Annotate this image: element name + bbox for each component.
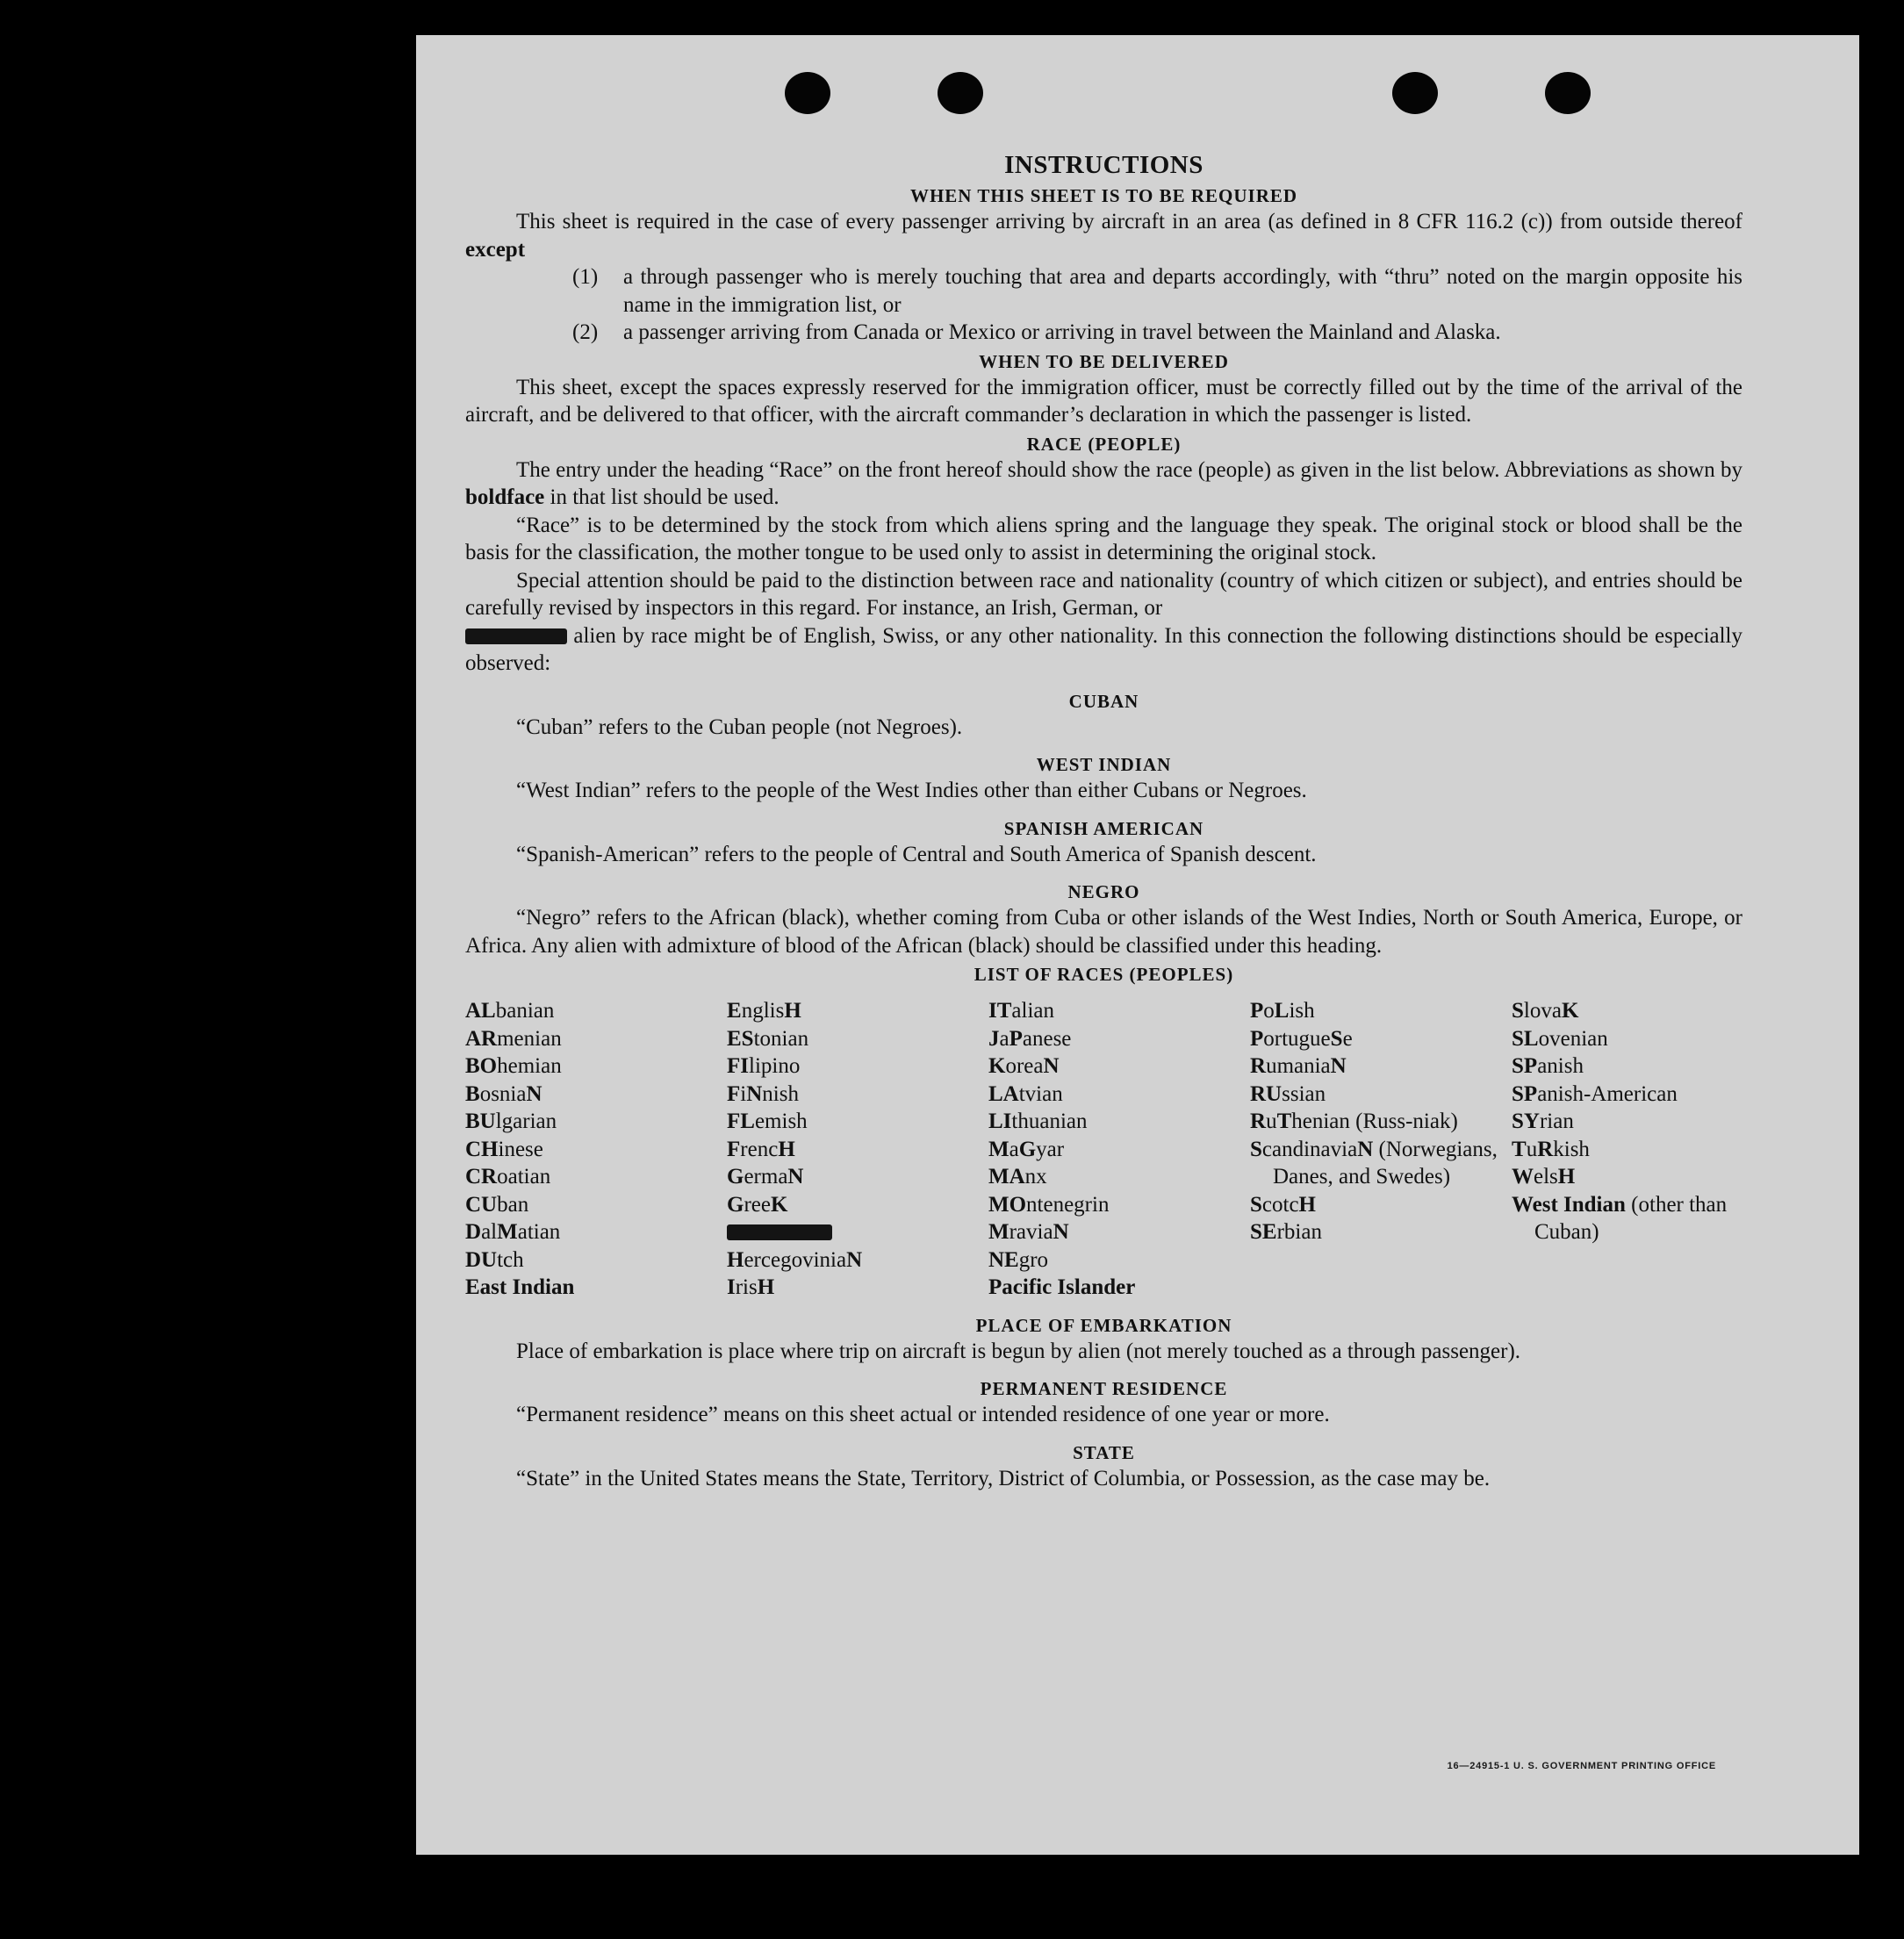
race-abbreviation: M — [988, 1137, 1009, 1161]
race-name-text: atian — [517, 1220, 561, 1244]
race-abbreviation: MA — [988, 1165, 1025, 1189]
race-abbreviation: H — [778, 1137, 795, 1161]
race-name-text: orea — [1005, 1054, 1044, 1078]
page-title: INSTRUCTIONS — [1004, 151, 1203, 179]
section-heading-race: RACE (PEOPLE) — [1026, 433, 1182, 455]
race-abbreviation: SP — [1512, 1054, 1538, 1078]
race-name-text: thuanian — [1011, 1110, 1088, 1133]
race-abbreviation: L — [1274, 999, 1290, 1023]
race-abbreviation: N — [746, 1081, 763, 1106]
race-list-item — [988, 1025, 1250, 1053]
race-list-item — [1512, 1081, 1742, 1109]
race-abbreviation: K — [988, 1054, 1006, 1078]
document-sheet — [416, 35, 1859, 1855]
paragraph-delivered: This sheet, except the spaces expressly reserved for the immigration officer, must be correctly filled out by the time of the arrival of the aircraft, and be delivered to that officer, with the aircraft commander’s declaration in which the passenger is listed. — [465, 375, 1742, 427]
race-list-item — [988, 1274, 1250, 1302]
race-abbreviation: W — [1512, 1165, 1534, 1189]
race-abbreviation: N — [846, 1247, 863, 1272]
race-list-item — [988, 1191, 1250, 1219]
race-abbreviation: T — [1512, 1137, 1527, 1161]
race-abbreviation: S — [1330, 1026, 1343, 1051]
race-abbreviation: H — [1557, 1165, 1576, 1189]
race-abbreviation: BU — [465, 1110, 496, 1133]
item-text: a through passenger who is merely touching that area and departs accordingly, with “thru” noted on the margin opposite his name in the immigration list, or — [623, 265, 1742, 317]
race-name-text: gro — [1018, 1247, 1049, 1272]
race-abbreviation: M — [988, 1220, 1009, 1244]
race-column — [727, 997, 988, 1302]
race-abbreviation: N — [1357, 1137, 1374, 1161]
race-list-item — [465, 1081, 727, 1109]
race-name-text: henian (Russ-niak) — [1291, 1110, 1458, 1133]
section-heading-state: STATE — [1073, 1441, 1135, 1463]
race-list-item — [1512, 1025, 1742, 1053]
race-name-text: oatian — [497, 1165, 551, 1189]
race-list — [465, 997, 1742, 1302]
race-name-text: hemian — [497, 1054, 562, 1078]
race-abbreviation: P — [1250, 1026, 1264, 1051]
race-name-text: ravia — [1009, 1220, 1053, 1244]
race-list-item — [465, 1163, 727, 1191]
race-list-item — [1512, 1163, 1742, 1191]
race-abbreviation: G — [1018, 1137, 1037, 1161]
race-abbreviation: S — [1250, 1137, 1262, 1161]
race-list-item — [1512, 997, 1742, 1025]
race-list-item — [465, 1191, 727, 1219]
race-list-item — [727, 1081, 988, 1109]
race-abbreviation: LI — [988, 1110, 1012, 1133]
race-list-item — [1250, 1136, 1512, 1191]
race-name-text: umania — [1266, 1054, 1331, 1078]
race-list-item — [465, 1246, 727, 1275]
paragraph-race-distinction — [465, 567, 1742, 678]
race-abbreviation: DU — [465, 1247, 498, 1272]
race-abbreviation: SL — [1512, 1026, 1539, 1051]
paragraph-embarkation: Place of embarkation is place where trip on aircraft is begun by alien (not merely touched as a through passenger). — [516, 1339, 1521, 1363]
race-name-text: renc — [740, 1137, 779, 1161]
race-abbreviation: MO — [988, 1192, 1027, 1217]
race-name-text: tch — [497, 1247, 524, 1272]
section-heading-cuban: CUBAN — [1068, 690, 1139, 712]
race-abbreviation: F — [727, 1137, 741, 1161]
paragraph-required — [465, 208, 1742, 263]
race-list-item — [1512, 1052, 1742, 1081]
race-abbreviation: CU — [465, 1192, 498, 1217]
section-heading-delivered: WHEN TO BE DELIVERED — [979, 350, 1229, 372]
race-abbreviation: FL — [727, 1110, 755, 1133]
race-abbreviation: IT — [988, 999, 1012, 1023]
race-abbreviation: BO — [465, 1054, 498, 1078]
paragraph-west-indian: “West Indian” refers to the people of the West Indies other than either Cubans or Negroes. — [516, 779, 1307, 802]
race-list-item — [988, 1163, 1250, 1191]
race-name-text: rbian — [1276, 1220, 1322, 1244]
race-name-text: lova — [1523, 999, 1562, 1023]
race-name-text: anish — [1537, 1054, 1584, 1078]
race-list-item — [727, 1163, 988, 1191]
paragraph-cuban: “Cuban” refers to the Cuban people (not Negroes). — [516, 715, 963, 739]
race-column — [1512, 997, 1742, 1302]
race-abbreviation: H — [784, 999, 801, 1023]
race-abbreviation: N — [1043, 1054, 1060, 1078]
race-abbreviation: F — [727, 1081, 741, 1106]
race-name-text: nglis — [741, 999, 785, 1023]
race-list-item — [988, 997, 1250, 1025]
race-name-text: candinavia — [1261, 1137, 1358, 1161]
race-abbreviation: FI — [727, 1054, 749, 1078]
section-heading-negro: NEGRO — [1067, 881, 1140, 902]
race-name-text: o — [1263, 999, 1275, 1023]
race-list-item — [465, 997, 727, 1025]
race-list-item — [727, 1246, 988, 1275]
race-name-text: ntenegrin — [1026, 1192, 1110, 1217]
race-list-item — [465, 1052, 727, 1081]
race-abbreviation: Pacific Islander — [988, 1275, 1136, 1299]
race-list-item — [1512, 1191, 1742, 1246]
section-heading-west-indian: WEST INDIAN — [1036, 754, 1172, 775]
race-name-text: anish-American — [1537, 1081, 1678, 1106]
race-name-text: u — [1526, 1137, 1538, 1161]
race-name-text: menian — [497, 1026, 562, 1051]
race-name-text: ban — [497, 1192, 529, 1217]
paragraph-race-entry — [465, 456, 1742, 512]
race-abbreviation: K — [770, 1192, 788, 1217]
race-name-text: emish — [754, 1110, 808, 1133]
printing-office-code: 16—24915-1 U. S. GOVERNMENT PRINTING OFFICE — [1447, 1761, 1716, 1771]
race-list-item — [727, 1136, 988, 1164]
punch-hole — [938, 72, 983, 114]
race-name-text: i — [740, 1081, 747, 1106]
race-list-item — [1250, 1025, 1512, 1053]
paragraph-residence: “Permanent residence” means on this sheet actual or intended residence of one year or more. — [516, 1403, 1330, 1426]
paragraph-text: in that list should be used. — [550, 485, 780, 509]
race-list-item — [988, 1081, 1250, 1109]
race-abbreviation: SY — [1512, 1110, 1540, 1133]
paragraph-negro: “Negro” refers to the African (black), whether coming from Cuba or other islands of the West Indies, North or South America, Europe, or Africa. Any alien with admixture of blood of the African (black) should be classified under this heading. — [465, 906, 1742, 958]
race-list-item — [1512, 1136, 1742, 1164]
race-column — [1250, 997, 1512, 1302]
race-list-item — [465, 1025, 727, 1053]
paragraph-text: The entry under the heading “Race” on the front hereof should show the race (people) as given in the list below. Abbreviations as shown by — [516, 457, 1742, 482]
race-list-item — [465, 1218, 727, 1246]
race-abbreviation: R — [1537, 1137, 1554, 1161]
section-heading-spanish-american: SPANISH AMERICAN — [1003, 817, 1204, 839]
race-abbreviation: G — [727, 1192, 744, 1217]
race-abbreviation: NE — [988, 1247, 1019, 1272]
race-abbreviation: AR — [465, 1026, 498, 1051]
punch-hole — [1392, 72, 1438, 114]
race-list-item — [727, 1218, 988, 1246]
race-name-text: (other than Cuban) — [1534, 1192, 1728, 1244]
race-list-item — [1250, 1218, 1512, 1246]
paragraph-text: alien by race might be of English, Swiss, or any other nationality. In this connection the following distinctions should be especially observed: — [465, 623, 1743, 675]
race-list-item — [465, 1108, 727, 1136]
race-name-text: cotc — [1261, 1192, 1299, 1217]
race-abbreviation: T — [1276, 1110, 1292, 1133]
race-list-item — [727, 1025, 988, 1053]
race-abbreviation: J — [988, 1026, 1000, 1051]
race-abbreviation: I — [727, 1275, 736, 1299]
race-name-text: els — [1534, 1165, 1558, 1189]
race-list-item — [1250, 997, 1512, 1025]
race-name-text: kish — [1553, 1137, 1590, 1161]
race-name-text: nx — [1024, 1165, 1047, 1189]
punch-hole — [785, 72, 830, 114]
race-list-item — [1250, 1081, 1512, 1109]
race-abbreviation: R — [1250, 1054, 1267, 1078]
race-list-item — [988, 1052, 1250, 1081]
race-name-text: ris — [735, 1275, 758, 1299]
race-list-item — [1250, 1108, 1512, 1136]
race-abbreviation: SP — [1512, 1081, 1538, 1106]
race-name-text: e — [1342, 1026, 1353, 1051]
race-name-text: lipino — [749, 1054, 801, 1078]
race-name-text: ercegovinia — [744, 1247, 847, 1272]
section-heading-race-list: LIST OF RACES (PEOPLES) — [974, 964, 1234, 985]
race-name-text: rian — [1539, 1110, 1574, 1133]
race-list-item — [1512, 1108, 1742, 1136]
redaction-mark — [465, 628, 567, 644]
race-name-text: nish — [762, 1081, 799, 1106]
race-abbreviation: P — [1250, 999, 1264, 1023]
race-list-item — [727, 1191, 988, 1219]
race-list-item — [988, 1108, 1250, 1136]
race-abbreviation: M — [497, 1220, 518, 1244]
race-list-item — [727, 1052, 988, 1081]
race-list-item — [727, 1108, 988, 1136]
race-name-text: banian — [495, 999, 555, 1023]
race-abbreviation: N — [1330, 1054, 1347, 1078]
race-abbreviation: LA — [988, 1081, 1019, 1106]
race-abbreviation: AL — [465, 999, 496, 1023]
race-abbreviation: K — [1561, 999, 1579, 1023]
race-abbreviation: H — [727, 1247, 744, 1272]
race-name-text: osnia — [479, 1081, 527, 1106]
race-abbreviation: RU — [1250, 1081, 1283, 1106]
emphasis-boldface: boldface — [465, 485, 545, 509]
race-abbreviation: West Indian — [1512, 1192, 1626, 1217]
race-name-text: ish — [1289, 999, 1315, 1023]
race-abbreviation: H — [757, 1275, 775, 1299]
race-name-text: inese — [498, 1137, 543, 1161]
race-list-item — [1250, 1191, 1512, 1219]
section-heading-embarkation: PLACE OF EMBARKATION — [975, 1314, 1232, 1336]
race-name-text: anese — [1022, 1026, 1072, 1051]
race-name-text: tvian — [1018, 1081, 1063, 1106]
race-abbreviation: East Indian — [465, 1275, 575, 1299]
race-list-item — [988, 1246, 1250, 1275]
race-list-item — [988, 1136, 1250, 1164]
item-number: (2) — [572, 320, 599, 344]
paragraph-spanish-american: “Spanish-American” refers to the people of Central and South America of Spanish descent. — [516, 842, 1317, 866]
race-list-item — [727, 997, 988, 1025]
race-abbreviation: D — [465, 1220, 482, 1244]
redaction-mark — [727, 1224, 832, 1240]
race-name-text: a — [1009, 1137, 1019, 1161]
race-name-text: yar — [1036, 1137, 1065, 1161]
race-name-text: alian — [1011, 999, 1054, 1023]
race-abbreviation: B — [465, 1081, 480, 1106]
race-abbreviation: CH — [465, 1137, 499, 1161]
race-column — [465, 997, 727, 1302]
emphasis-except: except — [465, 237, 526, 262]
race-list-item — [988, 1218, 1250, 1246]
exception-item — [572, 319, 1742, 347]
paragraph-race-definition: “Race” is to be determined by the stock from which aliens spring and the language they speak. The original stock or blood shall be the basis for the classification, the mother tongue to be used only to assist in determining the original stock. — [465, 513, 1742, 564]
punch-hole — [1545, 72, 1591, 114]
instructions-content — [465, 149, 1742, 1492]
race-abbreviation: G — [727, 1165, 744, 1189]
race-name-text: a — [999, 1026, 1009, 1051]
race-abbreviation: S — [1250, 1192, 1262, 1217]
paragraph-text: Special attention should be paid to the distinction between race and nationality (country of which citizen or subject), and entries should be carefully revised by inspectors in this regard. For instance, an Irish, German, or — [465, 568, 1742, 620]
section-heading-required: WHEN THIS SHEET IS TO BE REQUIRED — [909, 185, 1298, 206]
section-heading-residence: PERMANENT RESIDENCE — [980, 1378, 1228, 1399]
item-text: a passenger arriving from Canada or Mexico or arriving in travel between the Mainland and Alaska. — [623, 320, 1501, 344]
race-abbreviation: SE — [1250, 1220, 1277, 1244]
race-abbreviation: N — [1053, 1220, 1069, 1244]
race-abbreviation: N — [526, 1081, 542, 1106]
race-abbreviation: CR — [465, 1165, 498, 1189]
race-abbreviation: ES — [727, 1026, 754, 1051]
race-abbreviation: N — [787, 1165, 804, 1189]
race-list-item — [727, 1274, 988, 1302]
race-name-text: ortugue — [1263, 1026, 1331, 1051]
race-name-text: lgarian — [495, 1110, 557, 1133]
race-name-text: (Norwegians, Danes, and Swedes) — [1273, 1137, 1498, 1189]
race-name-text: erma — [744, 1165, 788, 1189]
race-name-text: ovenian — [1538, 1026, 1608, 1051]
exception-item — [572, 263, 1742, 319]
race-abbreviation: S — [1512, 999, 1524, 1023]
race-name-text: tonian — [753, 1026, 809, 1051]
race-abbreviation: H — [1298, 1192, 1316, 1217]
race-column — [988, 997, 1250, 1302]
race-list-item — [1250, 1052, 1512, 1081]
race-list-item — [465, 1274, 727, 1302]
paragraph-state: “State” in the United States means the State, Territory, District of Columbia, or Possession, as the case may be. — [516, 1466, 1491, 1490]
race-abbreviation: P — [1009, 1026, 1023, 1051]
race-name-text: ssian — [1282, 1081, 1326, 1106]
race-name-text: ree — [744, 1192, 771, 1217]
race-abbreviation: R — [1250, 1110, 1267, 1133]
paragraph-text: This sheet is required in the case of every passenger arriving by aircraft in an area (as defined in 8 CFR 116.2 (c)) from outside thereof — [516, 210, 1742, 233]
item-number: (1) — [572, 265, 599, 289]
race-abbreviation: E — [727, 999, 742, 1023]
race-name-text: al — [481, 1220, 498, 1244]
race-name-text: u — [1266, 1110, 1277, 1133]
race-list-item — [465, 1136, 727, 1164]
